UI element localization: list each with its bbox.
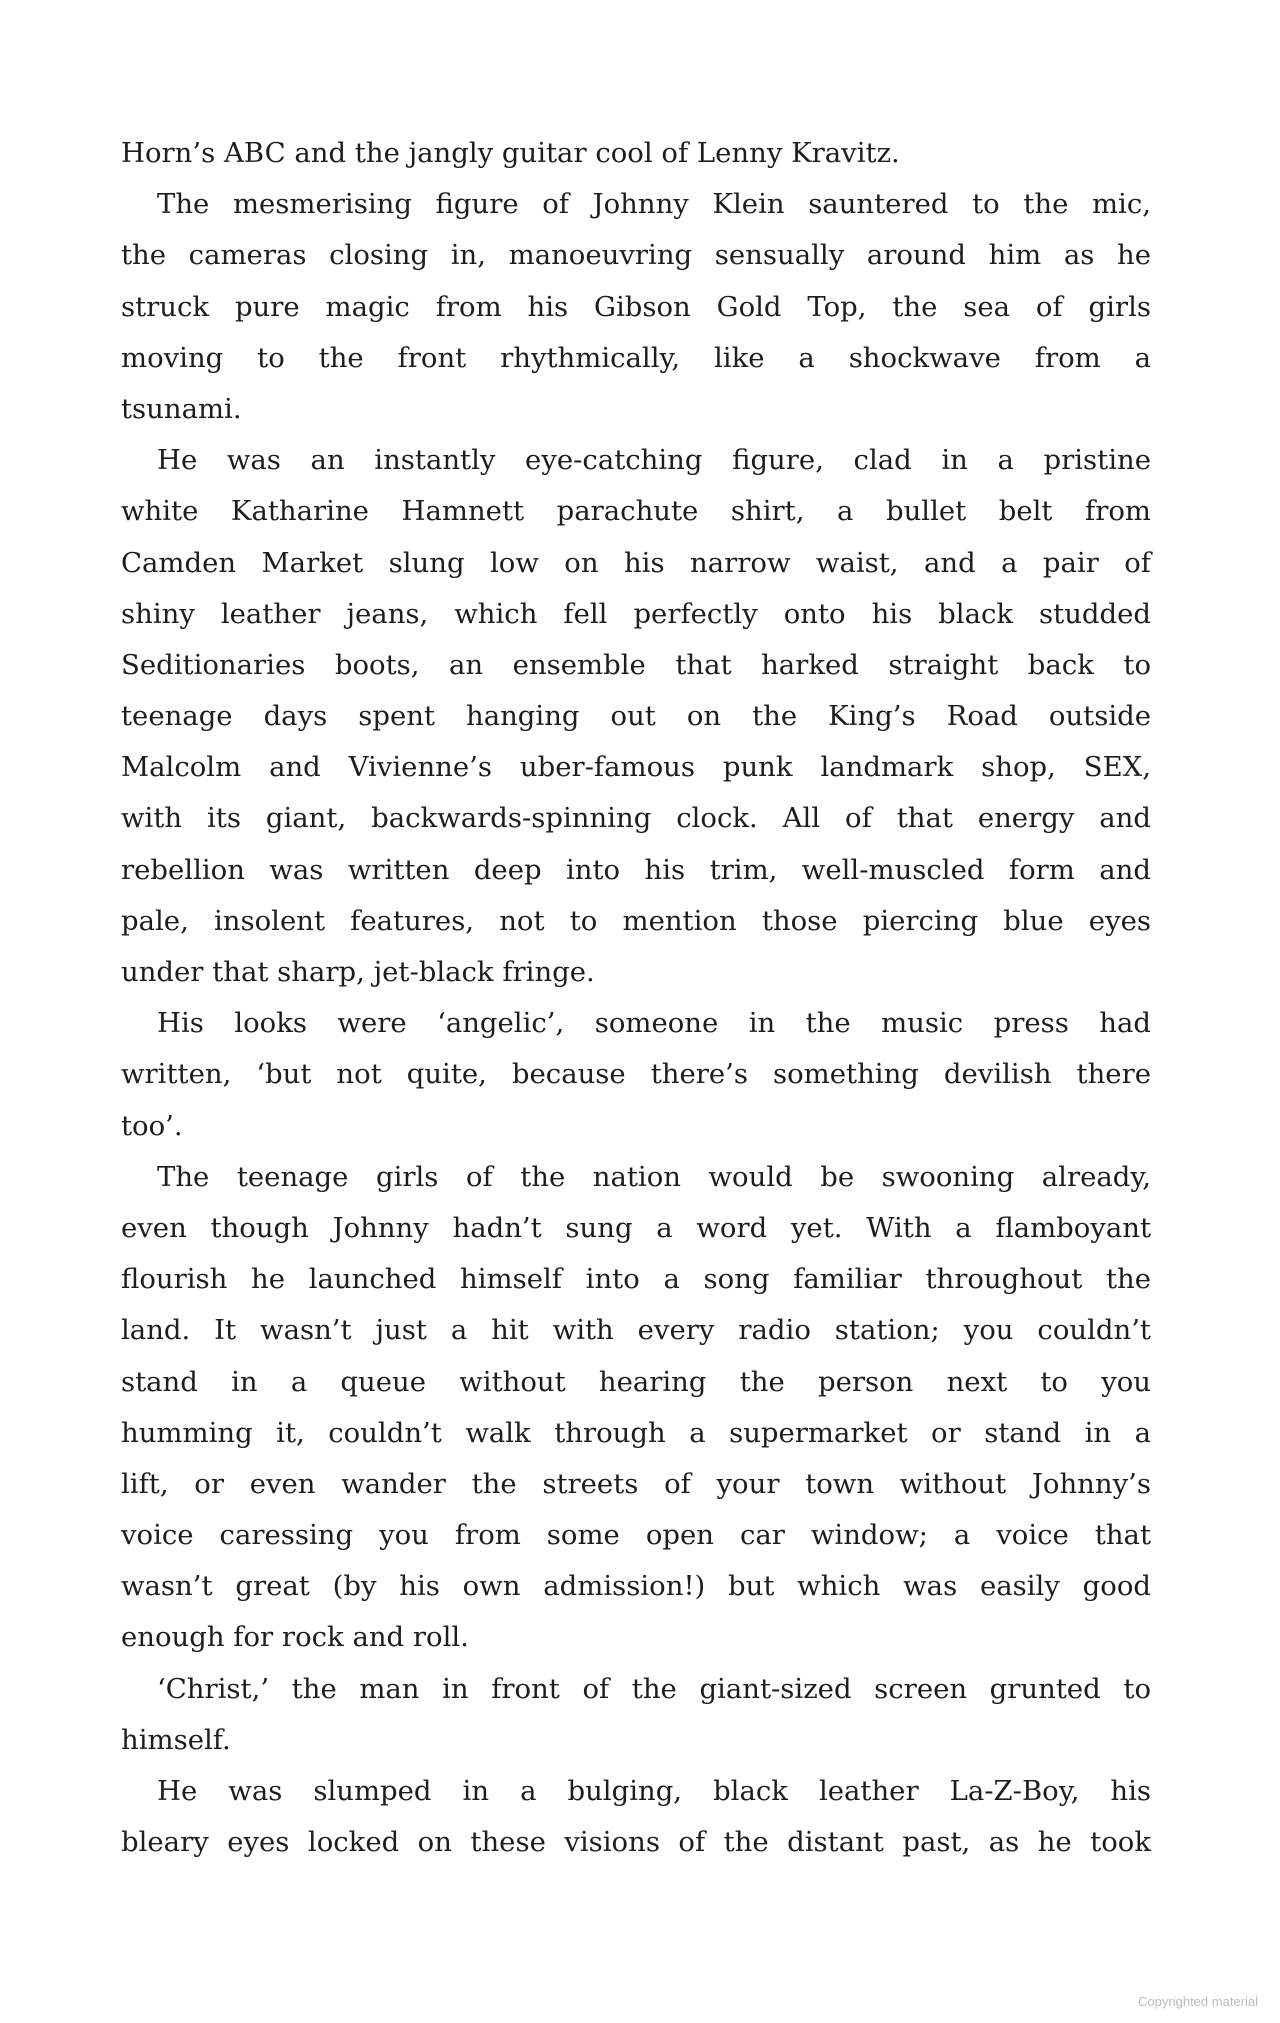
text-line: enough for rock and roll. bbox=[121, 1621, 469, 1654]
text-line: shiny leather jeans, which fell perfectly onto his black studded bbox=[121, 597, 1151, 630]
text-line: moving to the front rhythmically, like a shockwave from a bbox=[121, 341, 1151, 374]
text-line: struck pure magic from his Gibson Gold Top, the sea of girls bbox=[121, 290, 1151, 323]
text-line: lift, or even wander the streets of your town without Johnny’s bbox=[121, 1467, 1151, 1500]
text-line: teenage days spent hanging out on the King’s Road outside bbox=[121, 700, 1151, 733]
text-line: himself. bbox=[121, 1723, 231, 1756]
text-line: Malcolm and Vivienne’s uber-famous punk landmark shop, SEX, bbox=[121, 751, 1151, 784]
text-line: bleary eyes locked on these visions of the distant past, as he took bbox=[121, 1826, 1151, 1859]
text-line: rebellion was written deep into his trim, well-muscled form and bbox=[121, 853, 1151, 886]
text-line: voice caressing you from some open car window; a voice that bbox=[121, 1519, 1151, 1552]
paragraph bbox=[121, 435, 1151, 998]
text-line: ‘Christ,’ the man in front of the giant-sized screen grunted to bbox=[157, 1672, 1151, 1705]
text-line: tsunami. bbox=[121, 392, 242, 425]
text-line: white Katharine Hamnett parachute shirt, a bullet belt from bbox=[121, 495, 1151, 528]
text-line: His looks were ‘angelic’, someone in the music press had bbox=[157, 1007, 1151, 1040]
text-line: wasn’t great (by his own admission!) but which was easily good bbox=[121, 1570, 1151, 1603]
text-line: The mesmerising figure of Johnny Klein sauntered to the mic, bbox=[157, 188, 1151, 221]
paragraph bbox=[121, 128, 1151, 179]
copyright-watermark: Copyrighted material bbox=[1138, 1994, 1258, 2009]
paragraph bbox=[121, 179, 1151, 435]
paragraph bbox=[121, 1664, 1151, 1766]
text-line: under that sharp, jet-black fringe. bbox=[121, 956, 595, 988]
text-line: even though Johnny hadn’t sung a word yet. With a flamboyant bbox=[121, 1211, 1151, 1244]
text-line: humming it, couldn’t walk through a supermarket or stand in a bbox=[121, 1416, 1151, 1449]
text-line: He was an instantly eye-catching figure, clad in a pristine bbox=[157, 444, 1151, 477]
paragraph bbox=[121, 1152, 1151, 1664]
text-line: written, ‘but not quite, because there’s something devilish there bbox=[121, 1058, 1151, 1091]
paragraph bbox=[121, 998, 1151, 1152]
book-page-text bbox=[121, 128, 1151, 1868]
text-line: with its giant, backwards-spinning clock. All of that energy and bbox=[121, 802, 1151, 835]
text-line: pale, insolent features, not to mention those piercing blue eyes bbox=[121, 904, 1151, 937]
text-line: land. It wasn’t just a hit with every radio station; you couldn’t bbox=[121, 1314, 1151, 1347]
text-line: Seditionaries boots, an ensemble that harked straight back to bbox=[121, 648, 1151, 681]
text-line: too’. bbox=[121, 1109, 183, 1142]
text-line: Horn’s ABC and the jangly guitar cool of Lenny Kravitz. bbox=[121, 137, 900, 169]
text-line: Camden Market slung low on his narrow waist, and a pair of bbox=[121, 546, 1151, 579]
text-line: He was slumped in a bulging, black leather La-Z-Boy, his bbox=[157, 1775, 1151, 1807]
text-line: The teenage girls of the nation would be swooning already, bbox=[157, 1160, 1151, 1193]
text-line: flourish he launched himself into a song familiar throughout the bbox=[121, 1263, 1151, 1296]
paragraph bbox=[121, 1766, 1151, 1868]
text-line: the cameras closing in, manoeuvring sensually around him as he bbox=[121, 239, 1151, 272]
text-line: stand in a queue without hearing the person next to you bbox=[121, 1365, 1151, 1398]
